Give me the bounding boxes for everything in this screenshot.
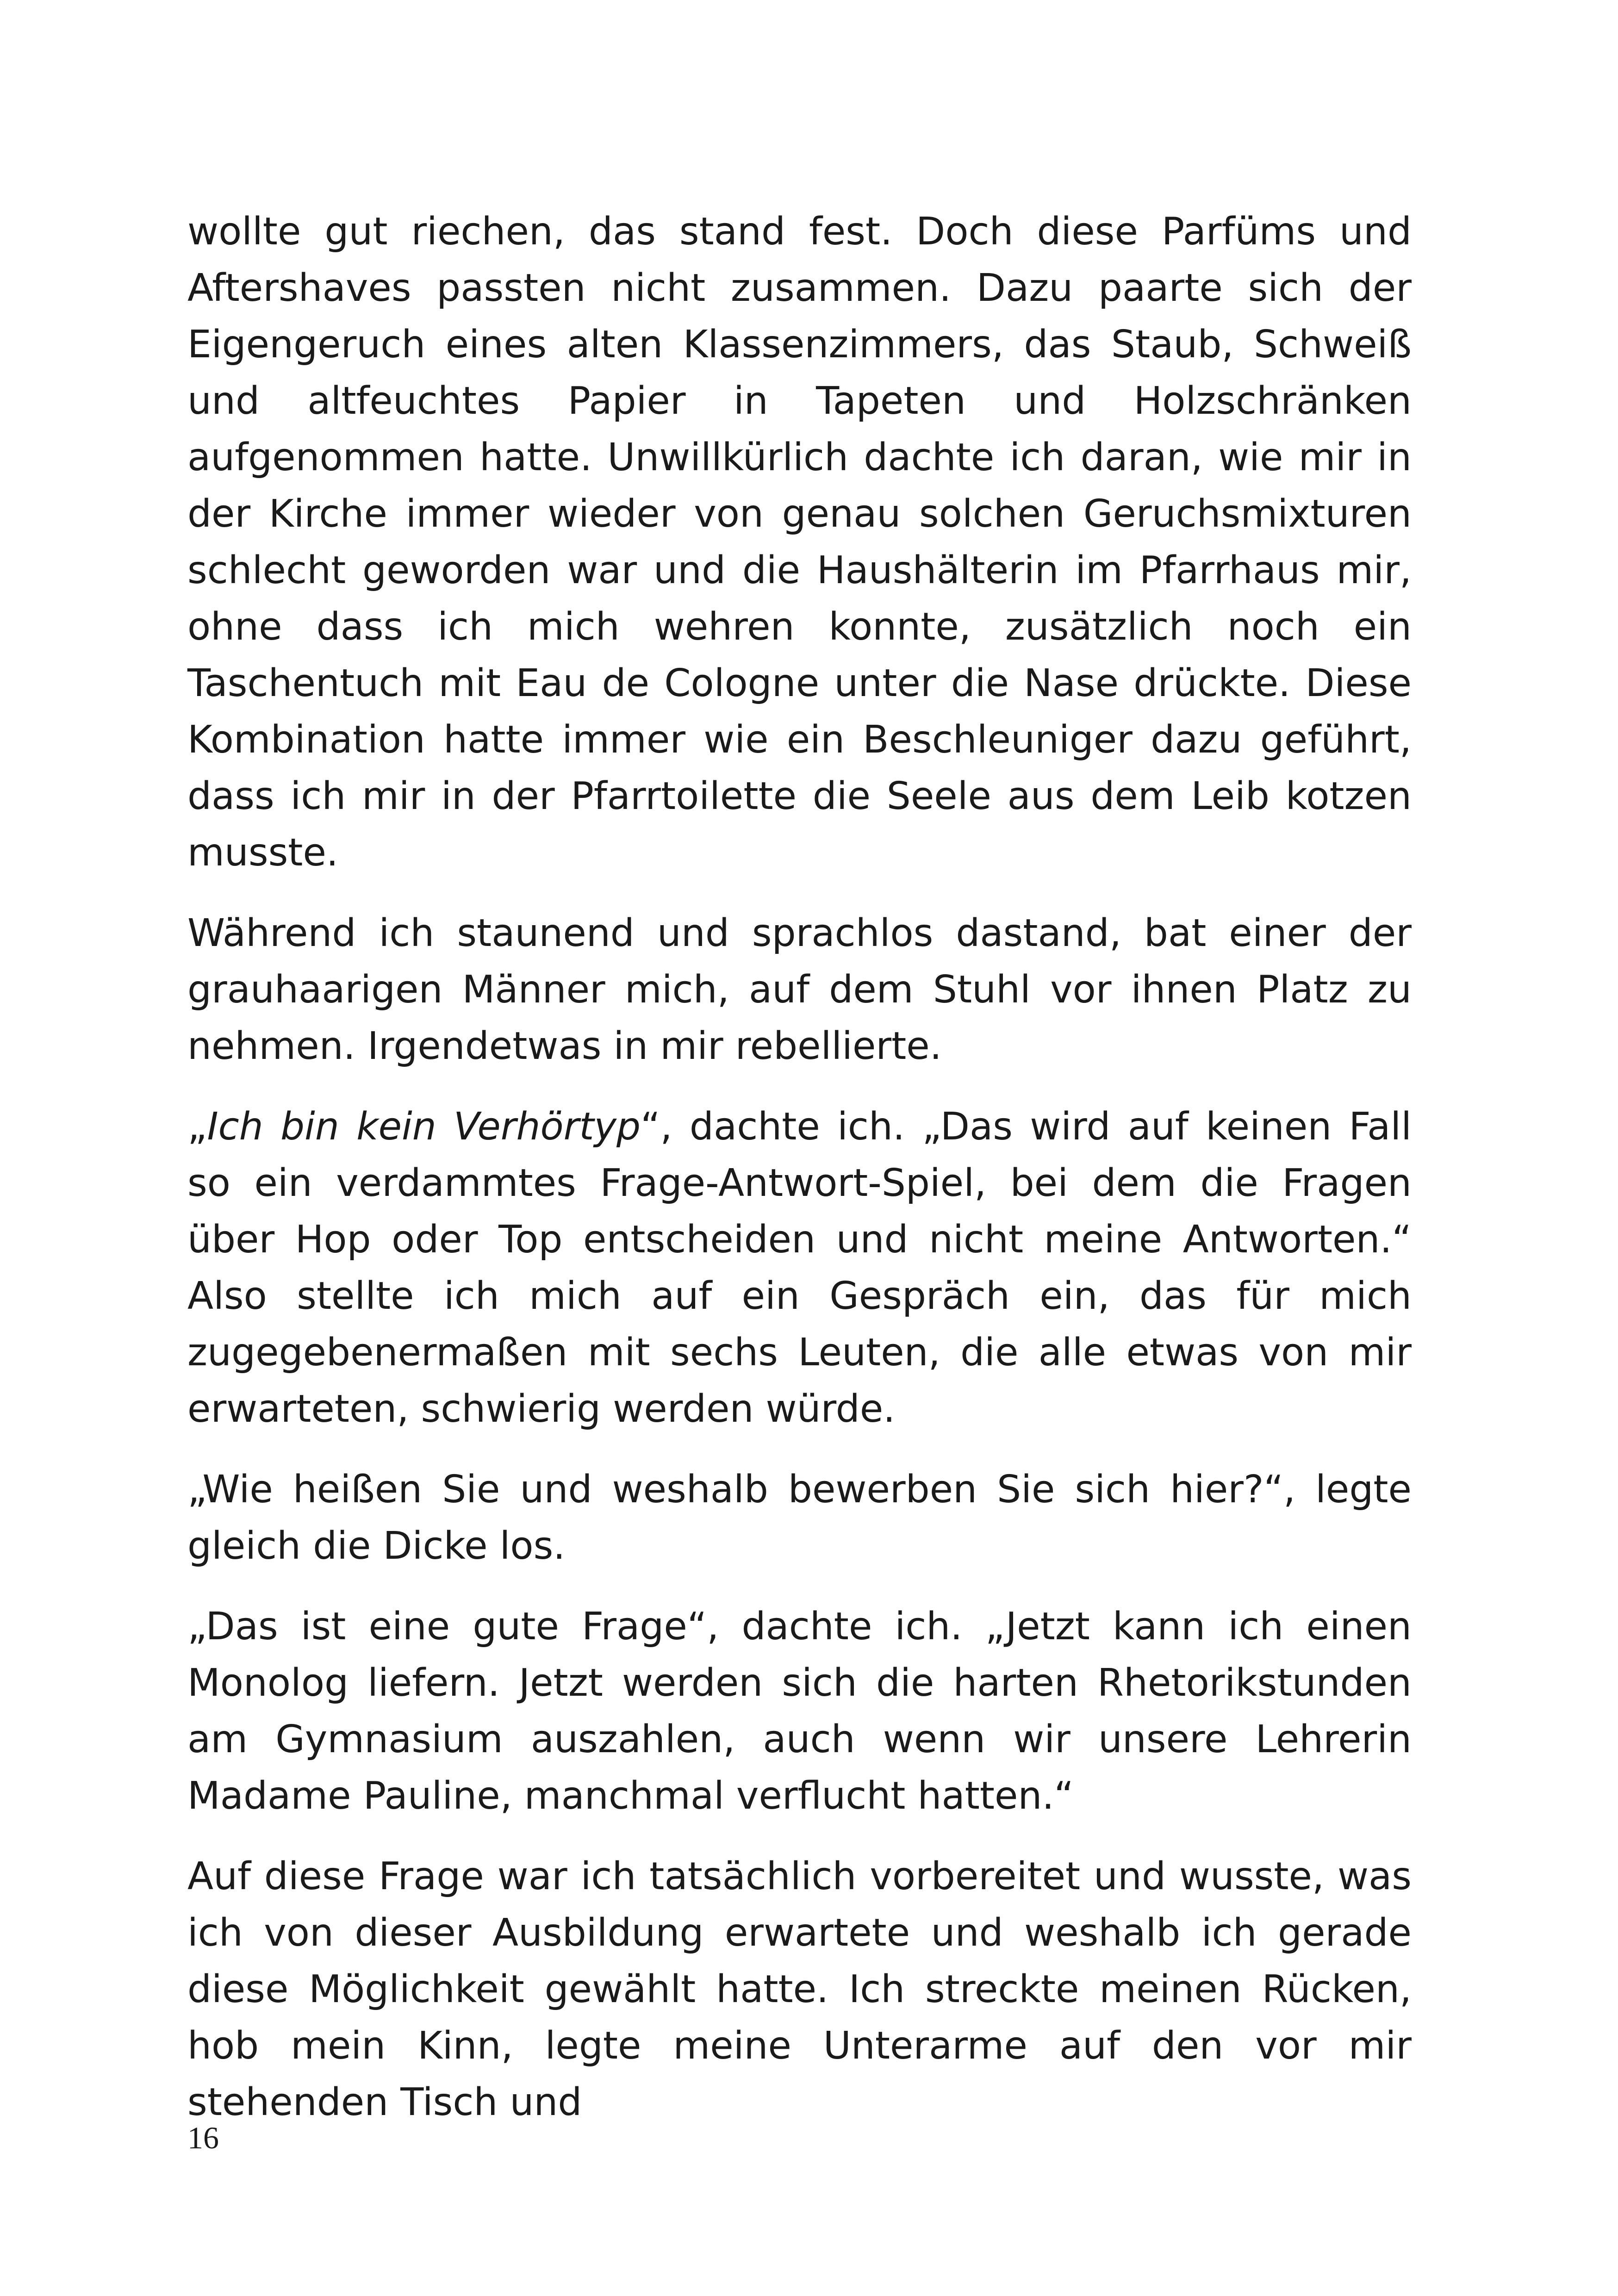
paragraph-2: Während ich staunend und sprachlos dastand, bat einer der grauhaarigen Männer mich, auf dem Stuhl vor ihnen Platz zu nehmen. Irgendetwas in mir rebellierte. — [187, 911, 1412, 1068]
paragraph-3-rest: “, dachte ich. „Das wird auf keinen Fall so ein verdammtes Frage-Antwort-Spiel, bei dem die Fragen über Hop oder Top entscheiden und nicht meine Antworten.“ Also stellte ich mich auf ein Gespräch ein, das für mich zugegebenermaßen mit sechs Leuten, die alle etwas von mir erwarteten, schwierig werden würde. — [187, 1105, 1412, 1431]
opening-quote: „ — [187, 1105, 207, 1149]
page-number: 16 — [187, 2120, 219, 2155]
paragraph-3 — [187, 1099, 1412, 1437]
paragraph-4: „Wie heißen Sie und weshalb bewerben Sie sich hier?“, legte gleich die Dicke los. — [187, 1468, 1412, 1568]
italic-thought: Ich bin kein Verhörtyp — [207, 1105, 641, 1149]
body-text — [187, 204, 1412, 2155]
paragraph-5: „Das ist eine gute Frage“, dachte ich. „Jetzt kann ich einen Monolog liefern. Jetzt werden sich die harten Rhetorikstunden am Gymnasium auszahlen, auch wenn wir unsere Lehrerin Madame Pauline, manchmal verflucht hatten.“ — [187, 1605, 1412, 1818]
paragraph-1: wollte gut riechen, das stand fest. Doch diese Parfüms und Aftershaves passten nicht zusammen. Dazu paarte sich der Eigengeruch eines alten Klassenzimmers, das Staub, Schweiß und altfeuchtes Papier in Tapeten und Holzschränken aufgenommen hatte. Unwillkürlich dachte ich daran, wie mir in der Kirche immer wieder von genau solchen Geruchsmixturen schlecht geworden war und die Haushälterin im Pfarrhaus mir, ohne dass ich mich wehren konnte, zusätzlich noch ein Taschentuch mit Eau de Cologne unter die Nase drückte. Diese Kombination hatte immer wie ein Beschleuniger dazu geführt, dass ich mir in der Pfarrtoilette die Seele aus dem Leib kotzen musste. — [187, 210, 1412, 875]
paragraph-6: Auf diese Frage war ich tatsächlich vorbereitet und wusste, was ich von dieser Ausbildung erwartete und weshalb ich gerade diese Möglichkeit gewählt hatte. Ich streckte meinen Rücken, hob mein Kinn, legte meine Unterarme auf den vor mir stehenden Tisch und — [187, 1854, 1412, 2124]
